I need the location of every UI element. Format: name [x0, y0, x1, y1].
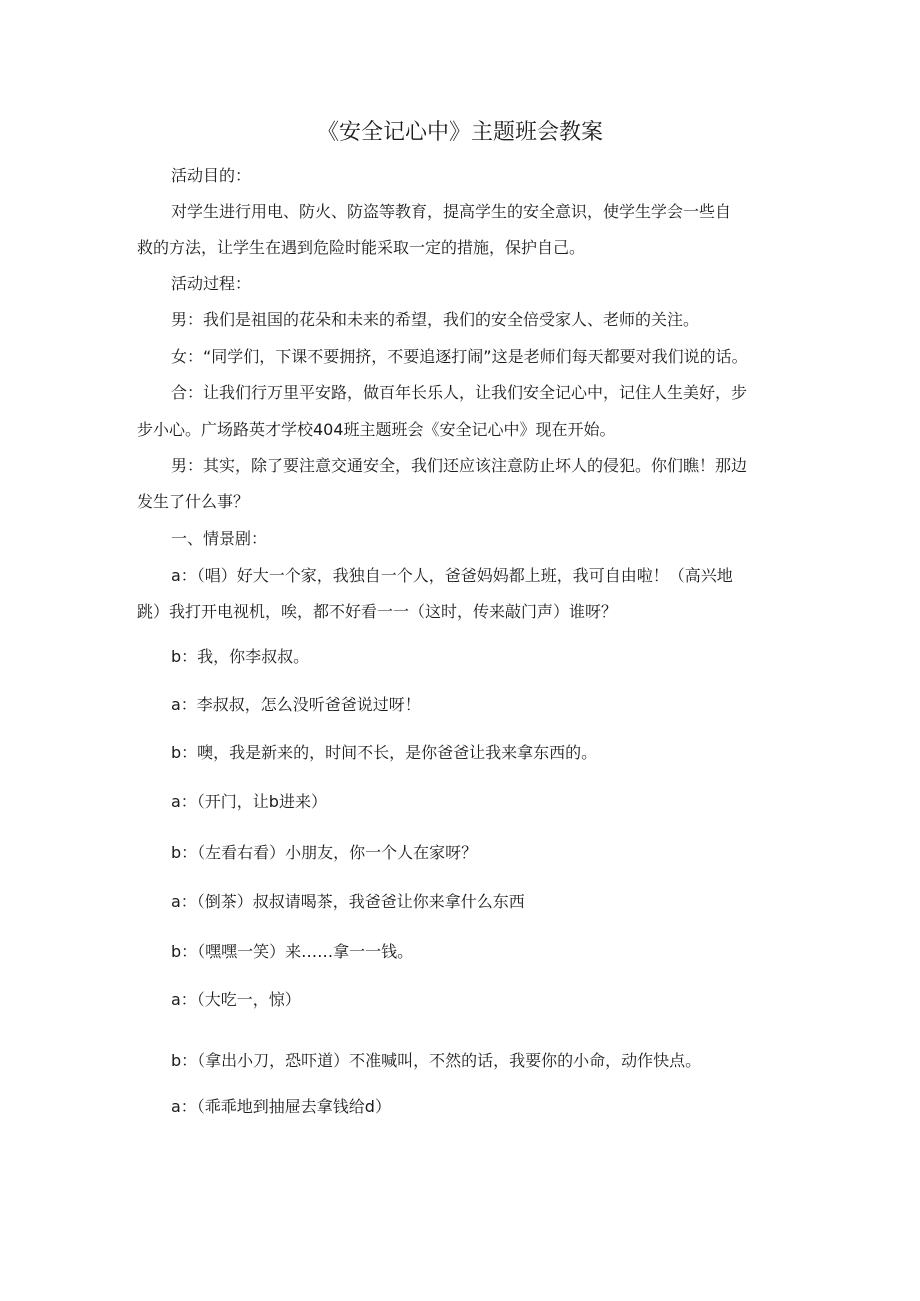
dialogue-line: 女：“同学们，下课不要拥挤，不要追逐打闹”这是老师们每天都要对我们说的话。: [171, 347, 748, 366]
section-heading-skit: 一、情景剧：: [171, 529, 268, 548]
dialogue-line: a：（倒茶）叔叔请喝茶，我爸爸让你来拿什么东西: [171, 892, 525, 911]
dialogue-line: a：李叔叔，怎么没听爸爸说过呀！: [171, 695, 421, 714]
dialogue-line: b：（拿出小刀，恐吓道）不准喊叫，不然的话，我要你的小命，动作快点。: [171, 1051, 702, 1070]
dialogue-line: a：（唱）好大一个家，我独自一个人，爸爸妈妈都上班，我可自由啦！（高兴地: [171, 566, 733, 585]
dialogue-line: b：我，你李叔叔。: [171, 647, 310, 666]
paragraph-line: 对学生进行用电、防火、防盗等教育，提高学生的安全意识，使学生学会一些自: [171, 202, 732, 221]
dialogue-line: a：（乖乖地到抽屉去拿钱给d）: [171, 1097, 391, 1116]
dialogue-line: a：（开门，让b进来）: [171, 792, 327, 811]
dialogue-line: b：（左看右看）小朋友，你一个人在家呀？: [171, 843, 478, 862]
dialogue-line: b：噢，我是新来的，时间不长，是你爸爸让我来拿东西的。: [171, 743, 598, 762]
dialogue-line: 男：其实，除了要注意交通安全，我们还应该注意防止坏人的侵犯。你们瞧！那边: [171, 456, 748, 475]
paragraph-line: 救的方法，让学生在遇到危险时能采取一定的措施，保护自己。: [137, 238, 586, 257]
dialogue-line: b：（嘿嘿一笑）来……拿一一钱。: [171, 942, 414, 961]
dialogue-line: a：（大吃一，惊）: [171, 990, 301, 1009]
page-title: 《安全记心中》主题班会教案: [316, 120, 603, 145]
dialogue-line: 男：我们是祖国的花朵和未来的希望，我们的安全倍受家人、老师的关注。: [171, 310, 700, 329]
dialogue-line: 步小心。广场路英才学校404班主题班会《安全记心中》现在开始。: [137, 420, 616, 439]
dialogue-line: 跳）我打开电视机，唉，都不好看一一（这时，传来敲门声）谁呀？: [137, 602, 618, 621]
section-heading-process: 活动过程：: [171, 274, 252, 293]
dialogue-line: 合：让我们行万里平安路，做百年长乐人，让我们安全记心中，记住人生美好，步: [171, 383, 748, 402]
section-heading-purpose: 活动目的：: [171, 166, 252, 185]
dialogue-line: 发生了什么事？: [137, 492, 250, 511]
